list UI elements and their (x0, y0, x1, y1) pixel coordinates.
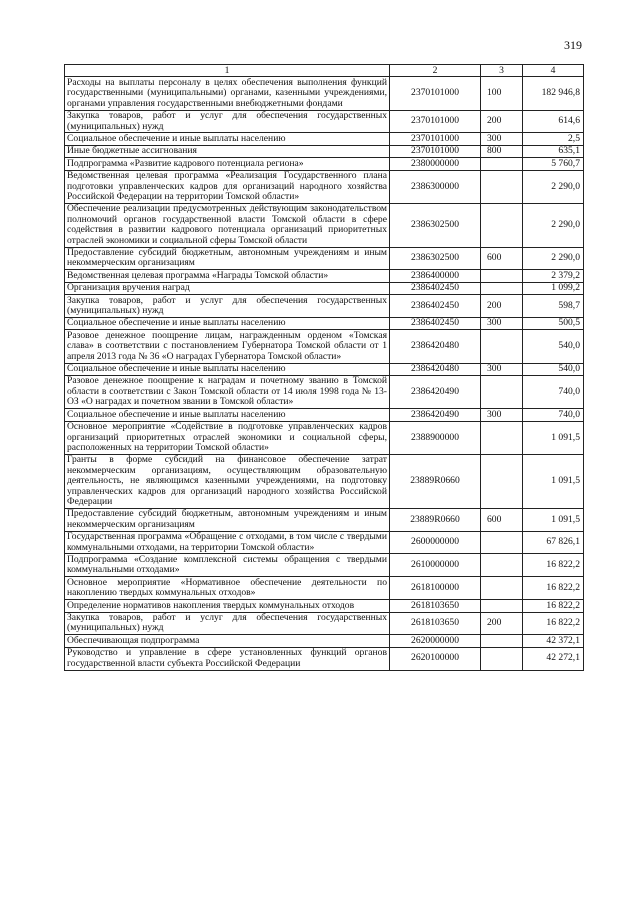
cell-name: Социальное обеспечение и иные выплаты населению (65, 409, 390, 421)
cell-amount: 42 272,1 (523, 647, 584, 670)
cell-name: Ведомственная целевая программа «Награды Томской области» (65, 270, 390, 282)
cell-amount: 740,0 (523, 375, 584, 408)
cell-code: 2370101000 (390, 110, 481, 133)
budget-table (64, 64, 584, 671)
cell-code: 2386420490 (390, 409, 481, 421)
cell-code: 2386302500 (390, 203, 481, 247)
cell-amount: 540,0 (523, 330, 584, 363)
cell-type (481, 421, 523, 454)
cell-type: 200 (481, 612, 523, 635)
cell-code: 2370101000 (390, 145, 481, 157)
cell-type: 300 (481, 363, 523, 375)
table-row (65, 203, 584, 247)
cell-code: 2620100000 (390, 647, 481, 670)
cell-amount: 16 822,2 (523, 600, 584, 612)
cell-name: Закупка товаров, работ и услуг для обеспечения государственных (муниципальных) нужд (65, 612, 390, 635)
cell-amount: 2 290,0 (523, 203, 584, 247)
cell-type (481, 647, 523, 670)
cell-type: 200 (481, 110, 523, 133)
cell-code: 2388900000 (390, 421, 481, 454)
cell-code: 2618103650 (390, 612, 481, 635)
cell-code: 2618100000 (390, 577, 481, 600)
cell-name: Государственная программа «Обращение с отходами, в том числе с твердыми коммунальными отходами, на территории Томской области» (65, 531, 390, 554)
cell-name: Предоставление субсидий бюджетным, автономным учреждениям и иным некоммерческим организациям (65, 247, 390, 270)
cell-name: Подпрограмма «Создание комплексной системы обращения с твердыми коммунальными отходами» (65, 554, 390, 577)
cell-amount: 2 379,2 (523, 270, 584, 282)
table-row (65, 317, 584, 329)
table-row (65, 531, 584, 554)
cell-name: Организация вручения наград (65, 282, 390, 294)
cell-type (481, 375, 523, 408)
table-row (65, 508, 584, 531)
table-row (65, 110, 584, 133)
cell-amount: 500,5 (523, 317, 584, 329)
table-row (65, 282, 584, 294)
cell-code: 23889R0660 (390, 454, 481, 508)
table-body (65, 77, 584, 670)
cell-code: 23889R0660 (390, 508, 481, 531)
table-row (65, 647, 584, 670)
cell-amount: 5 760,7 (523, 158, 584, 170)
cell-type (481, 600, 523, 612)
cell-code: 2386402450 (390, 282, 481, 294)
cell-type: 300 (481, 409, 523, 421)
cell-type (481, 454, 523, 508)
cell-name: Гранты в форме субсидий на финансовое обеспечение затрат некоммерческим организациям, осуществляющим образовательную деятельность, не являющимся казенными учреждениями, на подготовку управленческих кадров для организаций народного хозяйства Российской Федерации (65, 454, 390, 508)
cell-type (481, 158, 523, 170)
cell-code: 2618103650 (390, 600, 481, 612)
cell-type (481, 203, 523, 247)
column-header: 1 (65, 65, 390, 77)
cell-name: Расходы на выплаты персоналу в целях обеспечения выполнения функций государственными (муниципальными) органами, казенными учреждениями, органами управления государственными внебюджетными фондами (65, 77, 390, 110)
cell-amount: 16 822,2 (523, 554, 584, 577)
cell-amount: 16 822,2 (523, 577, 584, 600)
cell-name: Определение нормативов накопления твердых коммунальных отходов (65, 600, 390, 612)
cell-amount: 2 290,0 (523, 170, 584, 203)
table-row (65, 145, 584, 157)
cell-code: 2386302500 (390, 247, 481, 270)
cell-name: Обеспечение реализации предусмотренных действующим законодательством полномочий органов государственной власти Томской области в сфере содействия в развитии кадрового потенциала организаций приоритетных отраслей экономики и социальной сферы Томской области (65, 203, 390, 247)
table-row (65, 158, 584, 170)
cell-code: 2600000000 (390, 531, 481, 554)
cell-code: 2370101000 (390, 77, 481, 110)
cell-type (481, 577, 523, 600)
cell-type (481, 554, 523, 577)
cell-type: 200 (481, 295, 523, 318)
cell-type: 600 (481, 247, 523, 270)
column-header: 4 (523, 65, 584, 77)
table-row (65, 363, 584, 375)
table-row (65, 170, 584, 203)
cell-type (481, 170, 523, 203)
cell-amount: 2 290,0 (523, 247, 584, 270)
cell-amount: 635,1 (523, 145, 584, 157)
table-row (65, 635, 584, 647)
cell-type (481, 635, 523, 647)
cell-name: Подпрограмма «Развитие кадрового потенциала региона» (65, 158, 390, 170)
cell-type (481, 330, 523, 363)
cell-name: Обеспечивающая подпрограмма (65, 635, 390, 647)
cell-name: Основное мероприятие «Нормативное обеспечение деятельности по накоплению твердых коммунальных отходов» (65, 577, 390, 600)
column-header: 2 (390, 65, 481, 77)
cell-type: 600 (481, 508, 523, 531)
table-row (65, 554, 584, 577)
cell-type: 100 (481, 77, 523, 110)
cell-type: 800 (481, 145, 523, 157)
cell-name: Разовое денежное поощрение к наградам и почетному званию в Томской области в соответствии с Закон Томской области от 14 июля 1998 года № 13-ОЗ «О наградах и почетном звании в Томской области» (65, 375, 390, 408)
table-row (65, 77, 584, 110)
cell-name: Социальное обеспечение и иные выплаты населению (65, 317, 390, 329)
table-row (65, 454, 584, 508)
cell-name: Руководство и управление в сфере установленных функций органов государственной власти субъекта Российской Федерации (65, 647, 390, 670)
table-row (65, 295, 584, 318)
table-header-row (65, 65, 584, 77)
cell-name: Основное мероприятие «Содействие в подготовке управленческих кадров организаций приоритетных отраслей экономики и социальной сферы, расположенных на территории Томской области» (65, 421, 390, 454)
cell-code: 2386420480 (390, 363, 481, 375)
cell-amount: 598,7 (523, 295, 584, 318)
cell-amount: 42 372,1 (523, 635, 584, 647)
cell-code: 2370101000 (390, 133, 481, 145)
table-row (65, 612, 584, 635)
table-row (65, 600, 584, 612)
cell-name: Предоставление субсидий бюджетным, автономным учреждениям и иным некоммерческим организациям (65, 508, 390, 531)
cell-name: Закупка товаров, работ и услуг для обеспечения государственных (муниципальных) нужд (65, 295, 390, 318)
table-row (65, 330, 584, 363)
cell-type: 300 (481, 317, 523, 329)
cell-name: Социальное обеспечение и иные выплаты населению (65, 133, 390, 145)
cell-name: Разовое денежное поощрение лицам, награжденным орденом «Томская слава» в соответствии с постановлением Губернатора Томской области от 1 апреля 2013 года № 36 «О наградах Губернатора Томской области» (65, 330, 390, 363)
cell-code: 2610000000 (390, 554, 481, 577)
cell-amount: 182 946,8 (523, 77, 584, 110)
cell-amount: 740,0 (523, 409, 584, 421)
table-row (65, 247, 584, 270)
cell-amount: 1 099,2 (523, 282, 584, 294)
table-row (65, 421, 584, 454)
cell-code: 2386420480 (390, 330, 481, 363)
cell-amount: 614,6 (523, 110, 584, 133)
cell-name: Иные бюджетные ассигнования (65, 145, 390, 157)
cell-name: Ведомственная целевая программа «Реализация Государственного плана подготовки управленческих кадров для организаций народного хозяйства Российской Федерации на территории Томской области» (65, 170, 390, 203)
cell-type: 300 (481, 133, 523, 145)
cell-name: Закупка товаров, работ и услуг для обеспечения государственных (муниципальных) нужд (65, 110, 390, 133)
cell-type (481, 531, 523, 554)
cell-code: 2386300000 (390, 170, 481, 203)
table-row (65, 409, 584, 421)
cell-amount: 67 826,1 (523, 531, 584, 554)
table-row (65, 375, 584, 408)
table-row (65, 133, 584, 145)
cell-amount: 540,0 (523, 363, 584, 375)
cell-code: 2386420490 (390, 375, 481, 408)
cell-code: 2386402450 (390, 317, 481, 329)
cell-code: 2620000000 (390, 635, 481, 647)
cell-code: 2386402450 (390, 295, 481, 318)
cell-code: 2380000000 (390, 158, 481, 170)
cell-amount: 16 822,2 (523, 612, 584, 635)
cell-amount: 2,5 (523, 133, 584, 145)
cell-amount: 1 091,5 (523, 454, 584, 508)
cell-name: Социальное обеспечение и иные выплаты населению (65, 363, 390, 375)
table-row (65, 577, 584, 600)
cell-type (481, 270, 523, 282)
cell-type (481, 282, 523, 294)
cell-amount: 1 091,5 (523, 421, 584, 454)
table-row (65, 270, 584, 282)
cell-code: 2386400000 (390, 270, 481, 282)
column-header: 3 (481, 65, 523, 77)
page-number: 319 (564, 38, 582, 52)
cell-amount: 1 091,5 (523, 508, 584, 531)
